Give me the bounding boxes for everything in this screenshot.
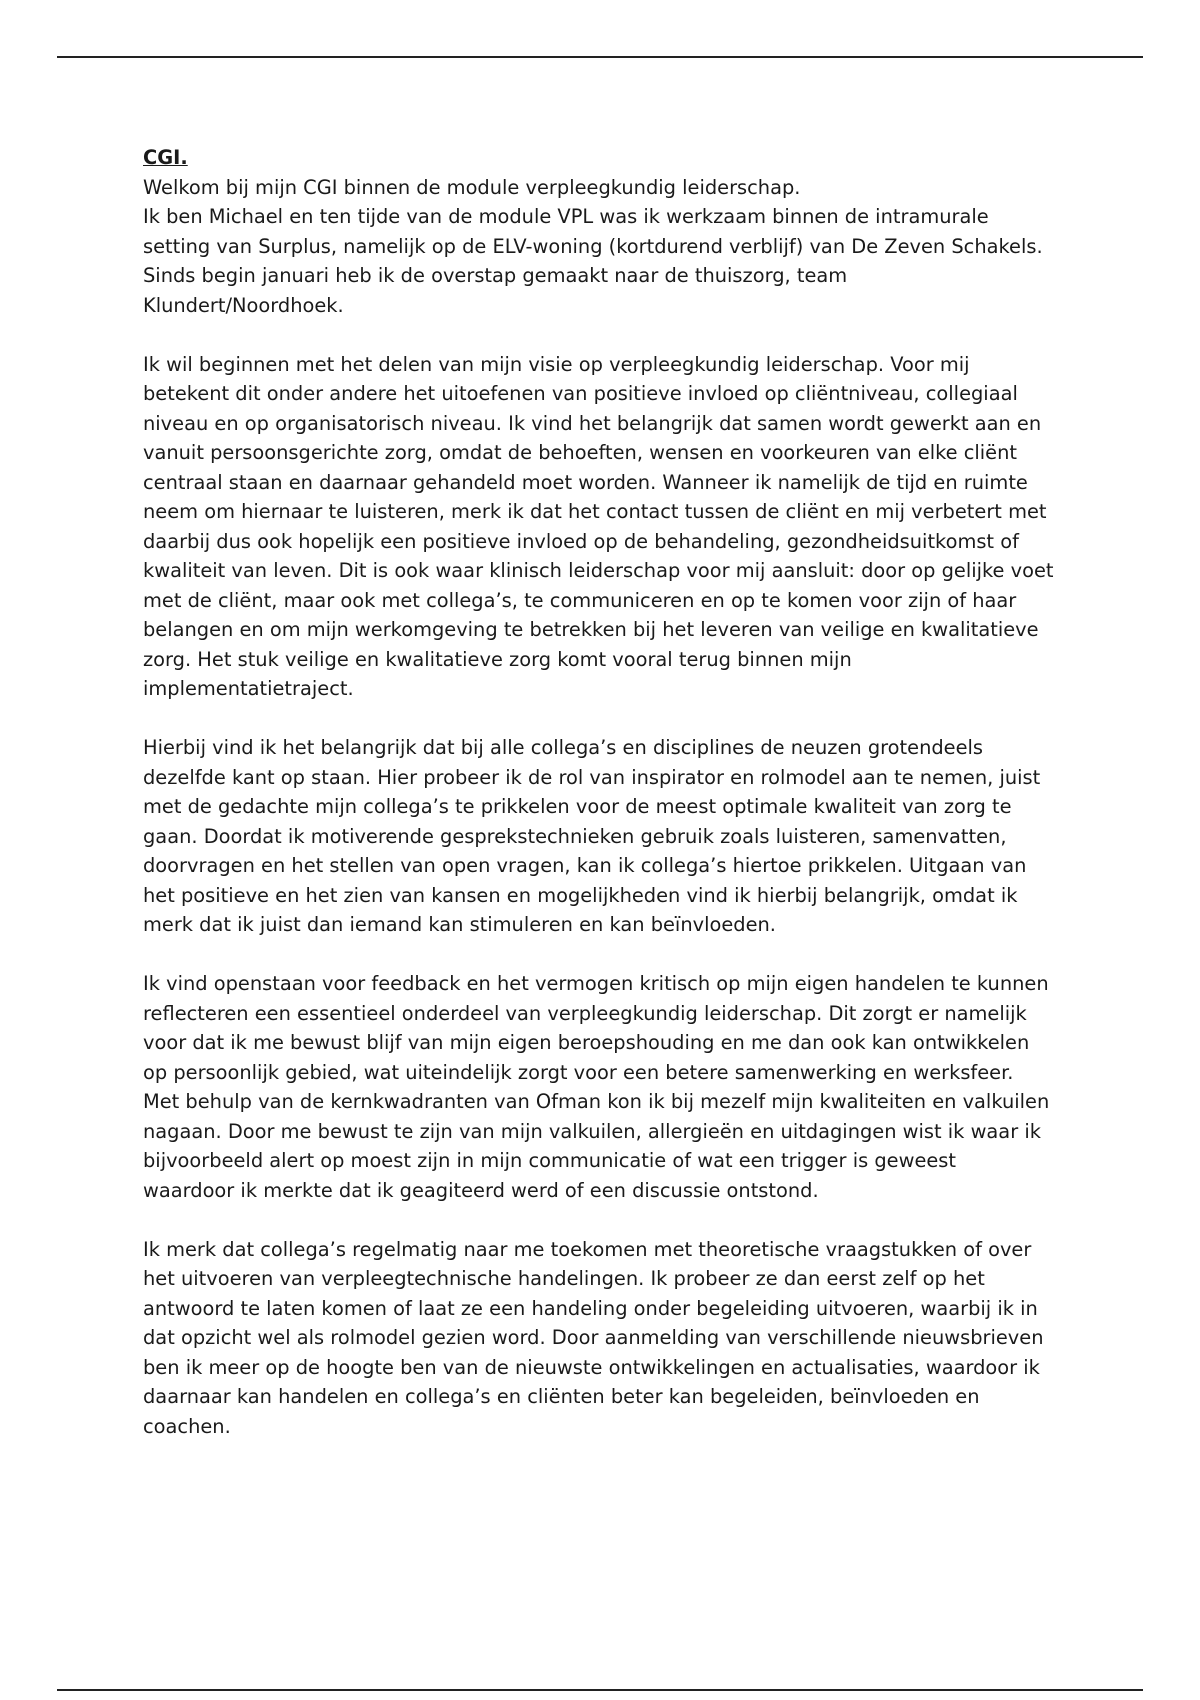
text-line: dezelfde kant op staan. Hier probeer ik de rol van inspirator en rolmodel aan te nemen, juist [143, 765, 1041, 789]
text-line: Ik ben Michael en ten tijde van de module VPL was ik werkzaam binnen de intramurale [143, 205, 989, 228]
text-line: het positieve en het zien van kansen en mogelijkheden vind ik hierbij belangrijk, omdat ik [143, 883, 1018, 907]
paragraph-spacer [143, 940, 1073, 970]
paragraph-4 [143, 969, 1073, 1205]
text-line: daarnaar kan handelen en collega’s en cliënten beter kan begeleiden, beïnvloeden en [143, 1385, 980, 1408]
paragraph-spacer [143, 704, 1073, 734]
text-line: het uitvoeren van verpleegtechnische handelingen. Ik probeer ze dan eerst zelf op het [143, 1267, 985, 1290]
paragraph-1 [143, 173, 1073, 321]
text-line: neem om hiernaar te luisteren, merk ik dat het contact tussen de cliënt en mij verbetert met [143, 500, 1047, 523]
text-line: met de gedachte mijn collega’s te prikkelen voor de meest optimale kwaliteit van zorg te [143, 795, 1012, 818]
document-body [143, 143, 1073, 1441]
paragraph-2 [143, 350, 1073, 704]
text-line: Sinds begin januari heb ik de overstap gemaakt naar de thuiszorg, team [143, 264, 848, 287]
text-line: daarbij dus ook hopelijk een positieve invloed op de behandeling, gezondheidsuitkomst of [143, 529, 1019, 553]
text-line: Welkom bij mijn CGI binnen de module verpleegkundig leiderschap. [143, 175, 801, 199]
text-line: antwoord te laten komen of laat ze een handeling onder begeleiding uitvoeren, waarbij ik in [143, 1296, 1038, 1320]
text-line: nagaan. Door me bewust te zijn van mijn valkuilen, allergieën en uitdagingen wist ik waar ik [143, 1119, 1041, 1143]
footer-rule [57, 1689, 1143, 1691]
text-line: Klundert/Noordhoek. [143, 293, 344, 317]
paragraph-3 [143, 733, 1073, 940]
text-line: coachen. [143, 1414, 231, 1438]
text-line: bijvoorbeeld alert op moest zijn in mijn communicatie of wat een trigger is geweest [143, 1149, 957, 1172]
text-line: Hierbij vind ik het belangrijk dat bij alle collega’s en disciplines de neuzen grotendeels [143, 736, 984, 759]
text-line: belangen en om mijn werkomgeving te betrekken bij het leveren van veilige en kwalitatieve [143, 618, 1039, 641]
text-line: kwaliteit van leven. Dit is ook waar klinisch leiderschap voor mij aansluit: door op gelijke voet [143, 559, 1054, 582]
text-line: centraal staan en daarnaar gehandeld moet worden. Wanneer ik namelijk de tijd en ruimte [143, 470, 1028, 494]
header-rule [57, 56, 1143, 58]
text-line: doorvragen en het stellen van open vragen, kan ik collega’s hiertoe prikkelen. Uitgaan van [143, 854, 1027, 877]
text-line: gaan. Doordat ik motiverende gesprekstechnieken gebruik zoals luisteren, samenvatten, [143, 824, 1007, 848]
text-line: merk dat ik juist dan iemand kan stimuleren en kan beïnvloeden. [143, 913, 776, 936]
paragraph-5 [143, 1235, 1073, 1442]
text-line: waardoor ik merkte dat ik geagiteerd werd of een discussie ontstond. [143, 1178, 819, 1202]
paragraph-spacer [143, 1205, 1073, 1235]
text-line: op persoonlijk gebied, wat uiteindelijk zorgt voor een betere samenwerking en werksfeer. [143, 1060, 1014, 1084]
paragraph-container [143, 173, 1073, 1442]
text-line: Ik vind openstaan voor feedback en het vermogen kritisch op mijn eigen handelen te kunnen [143, 972, 1049, 995]
text-line: reflecteren een essentieel onderdeel van verpleegkundig leiderschap. Dit zorgt er namelijk [143, 1001, 1027, 1025]
paragraph-spacer [143, 320, 1073, 350]
text-line: Ik merk dat collega’s regelmatig naar me toekomen met theoretische vraagstukken of over [143, 1237, 1032, 1261]
text-line: met de cliënt, maar ook met collega’s, te communiceren en op te komen voor zijn of haar [143, 588, 1017, 612]
text-line: setting van Surplus, namelijk op de ELV-woning (kortdurend verblijf) van De Zeven Schakels. [143, 234, 1043, 258]
text-line: voor dat ik me bewust blijf van mijn eigen beroepshouding en me dan ook kan ontwikkelen [143, 1031, 1030, 1054]
text-line: betekent dit onder andere het uitoefenen van positieve invloed op cliëntniveau, collegiaal [143, 382, 1018, 405]
text-line: implementatietraject. [143, 677, 354, 700]
text-line: ben ik meer op de hoogte ben van de nieuwste ontwikkelingen en actualisaties, waardoor ik [143, 1355, 1040, 1379]
text-line: vanuit persoonsgerichte zorg, omdat de behoeften, wensen en voorkeuren van elke cliënt [143, 441, 1017, 464]
text-line: Met behulp van de kernkwadranten van Ofman kon ik bij mezelf mijn kwaliteiten en valkuilen [143, 1090, 1050, 1113]
text-line: niveau en op organisatorisch niveau. Ik vind het belangrijk dat samen wordt gewerkt aan en [143, 411, 1042, 435]
text-line: dat opzicht wel als rolmodel gezien word. Door aanmelding van verschillende nieuwsbrieven [143, 1326, 1044, 1349]
document-title: CGI. [143, 146, 188, 169]
text-line: zorg. Het stuk veilige en kwalitatieve zorg komt vooral terug binnen mijn [143, 647, 852, 671]
text-line: Ik wil beginnen met het delen van mijn visie op verpleegkundig leiderschap. Voor mij [143, 352, 970, 376]
